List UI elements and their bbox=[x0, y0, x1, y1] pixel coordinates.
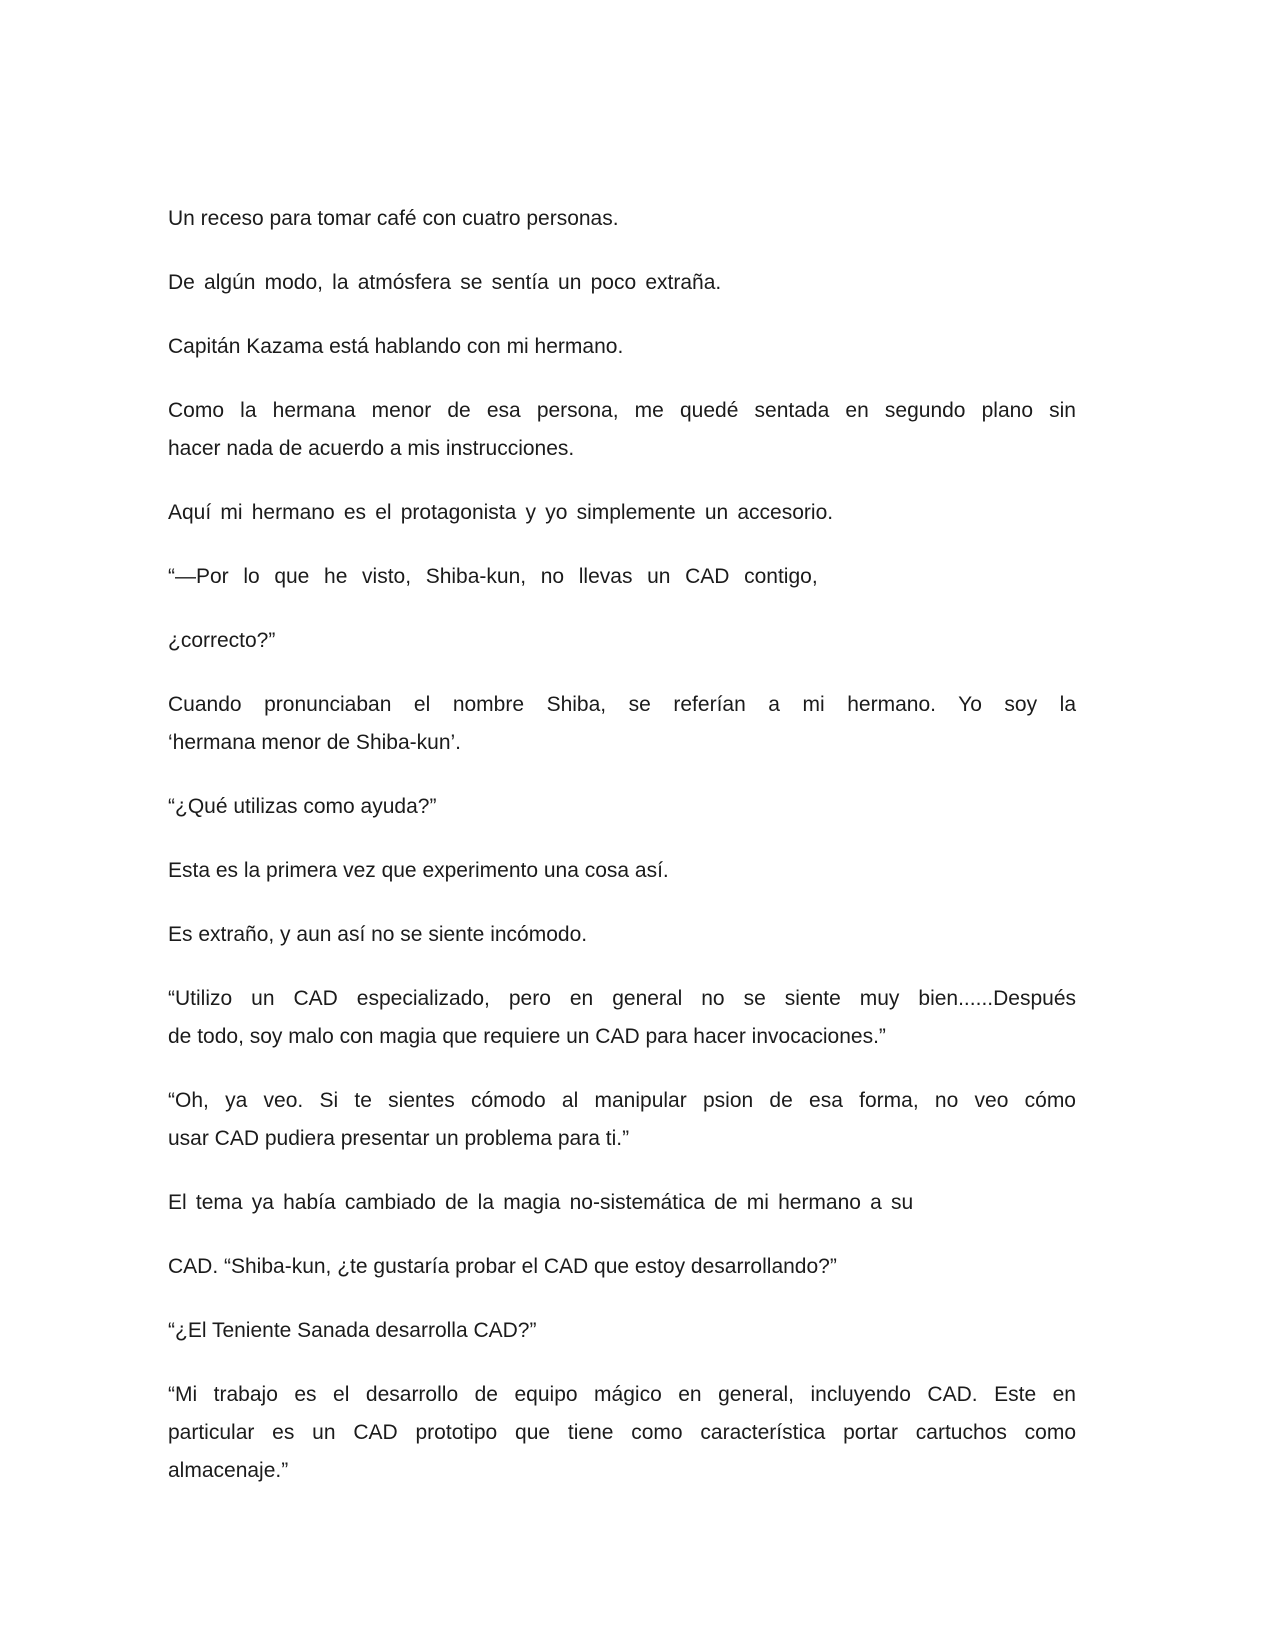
text-line: de todo, soy malo con magia que requiere un CAD para hacer invocaciones.” bbox=[168, 1025, 886, 1048]
paragraph bbox=[168, 392, 1076, 468]
paragraph bbox=[168, 788, 1076, 826]
text-line: El tema ya había cambiado de la magia no-sistemática de mi hermano a su bbox=[168, 1191, 914, 1214]
text-line: Como la hermana menor de esa persona, me quedé sentada en segundo plano sin bbox=[168, 399, 1076, 422]
text-line: “—Por lo que he visto, Shiba-kun, no llevas un CAD contigo, bbox=[168, 565, 818, 588]
paragraph bbox=[168, 1184, 1076, 1222]
text-line: ‘hermana menor de Shiba-kun’. bbox=[168, 731, 461, 754]
paragraph bbox=[168, 916, 1076, 954]
text-line: “¿Qué utilizas como ayuda?” bbox=[168, 795, 437, 818]
text-line: usar CAD pudiera presentar un problema para ti.” bbox=[168, 1127, 630, 1150]
text-line: Capitán Kazama está hablando con mi hermano. bbox=[168, 335, 624, 358]
paragraph bbox=[168, 494, 1076, 532]
text-line: almacenaje.” bbox=[168, 1459, 289, 1482]
text-line: “Mi trabajo es el desarrollo de equipo mágico en general, incluyendo CAD. Este en bbox=[168, 1383, 1076, 1406]
paragraph bbox=[168, 200, 1076, 238]
paragraph bbox=[168, 328, 1076, 366]
text-line: CAD. “Shiba-kun, ¿te gustaría probar el CAD que estoy desarrollando?” bbox=[168, 1255, 837, 1278]
text-line: Es extraño, y aun así no se siente incómodo. bbox=[168, 923, 588, 946]
text-line: hacer nada de acuerdo a mis instrucciones. bbox=[168, 437, 575, 460]
text-line: Un receso para tomar café con cuatro personas. bbox=[168, 207, 619, 230]
text-line: Esta es la primera vez que experimento una cosa así. bbox=[168, 859, 669, 882]
paragraph bbox=[168, 686, 1076, 762]
text-line: ¿correcto?” bbox=[168, 629, 276, 652]
text-line: Cuando pronunciaban el nombre Shiba, se referían a mi hermano. Yo soy la bbox=[168, 693, 1076, 716]
text-line: De algún modo, la atmósfera se sentía un poco extraña. bbox=[168, 271, 722, 294]
paragraph bbox=[168, 1082, 1076, 1158]
paragraph bbox=[168, 264, 1076, 302]
paragraph bbox=[168, 622, 1076, 660]
text-line: “¿El Teniente Sanada desarrolla CAD?” bbox=[168, 1319, 537, 1342]
text-line: “Oh, ya veo. Si te sientes cómodo al manipular psion de esa forma, no veo cómo bbox=[168, 1089, 1076, 1112]
paragraph bbox=[168, 1312, 1076, 1350]
paragraph bbox=[168, 852, 1076, 890]
text-line: “Utilizo un CAD especializado, pero en general no se siente muy bien......Después bbox=[168, 987, 1076, 1010]
text-line: Aquí mi hermano es el protagonista y yo simplemente un accesorio. bbox=[168, 501, 834, 524]
text-line: particular es un CAD prototipo que tiene como característica portar cartuchos como bbox=[168, 1421, 1076, 1444]
paragraph bbox=[168, 980, 1076, 1056]
paragraph bbox=[168, 1376, 1076, 1490]
paragraph bbox=[168, 558, 1076, 596]
paragraph bbox=[168, 1248, 1076, 1286]
text-content bbox=[168, 200, 1076, 1516]
